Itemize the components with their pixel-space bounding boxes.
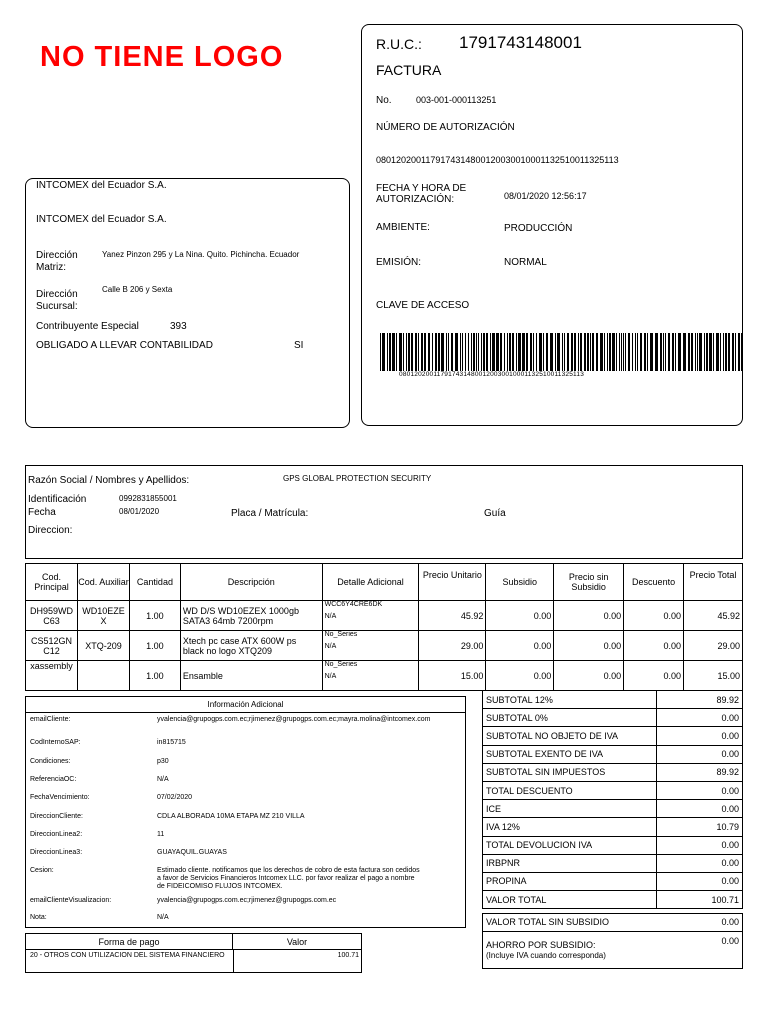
barcode-bar <box>507 333 508 371</box>
logo-placeholder-text: NO TIENE LOGO <box>40 41 284 73</box>
barcode-bar <box>584 333 586 371</box>
item-precio-sin-subsidio: 0.00 <box>554 631 624 661</box>
barcode-bar <box>644 333 646 371</box>
item-detalle: No_Series N/A <box>322 661 419 691</box>
barcode-bar <box>476 333 477 371</box>
barcode-bar <box>571 333 573 371</box>
barcode-bar <box>647 333 648 371</box>
barcode-bar <box>478 333 479 371</box>
info-value: N/A <box>157 914 169 921</box>
barcode-bar <box>546 333 548 371</box>
environment-value: PRODUCCIÓN <box>504 223 573 234</box>
barcode-bar <box>473 333 475 371</box>
barcode-bar <box>471 333 472 371</box>
barcode-bar <box>403 333 404 371</box>
totals-label: VALOR TOTAL <box>483 891 657 909</box>
item-row <box>26 661 743 691</box>
totals-value: 0.00 <box>657 872 743 890</box>
barcode-bar <box>562 333 563 371</box>
info-value: CDLA ALBORADA 10MA ETAPA MZ 210 VILLA <box>157 813 305 820</box>
totals-label: TOTAL DESCUENTO <box>483 781 657 799</box>
buyer-name-value: GPS GLOBAL PROTECTION SECURITY <box>283 474 432 483</box>
barcode-bar <box>512 333 514 371</box>
barcode-bar <box>695 333 696 371</box>
authorization-label: NÚMERO DE AUTORIZACIÓN <box>376 122 515 133</box>
buyer-date-value: 08/01/2020 <box>119 507 160 516</box>
barcode-bar <box>567 333 569 371</box>
issuer-box <box>25 178 350 428</box>
info-value: p30 <box>157 758 169 765</box>
barcode-bar <box>387 333 388 371</box>
info-label: DireccionCliente: <box>30 813 83 820</box>
barcode-bar <box>628 333 630 371</box>
totals-label: IRBPNR <box>483 854 657 872</box>
barcode-bar <box>392 333 395 371</box>
col-detalle: Detalle Adicional <box>322 564 419 601</box>
barcode-bar <box>706 333 708 371</box>
barcode-bar <box>697 333 698 371</box>
subsidy-total-value: 0.00 <box>721 917 739 927</box>
totals-value: 89.92 <box>657 691 743 709</box>
totals-row <box>483 727 743 745</box>
barcode-bar <box>713 333 714 371</box>
col-precio-unitario: Precio Unitario <box>419 564 486 601</box>
totals-row <box>483 854 743 872</box>
barcode-bar <box>455 333 458 371</box>
barcode-bar <box>668 333 670 371</box>
item-subsidio: 0.00 <box>486 661 554 691</box>
emission-label: EMISIÓN: <box>376 257 422 268</box>
buyer-id-value: 0992831855001 <box>119 494 177 503</box>
barcode-bar <box>604 333 605 371</box>
totals-label: ICE <box>483 800 657 818</box>
items-header-row <box>26 564 743 601</box>
totals-label: SUBTOTAL EXENTO DE IVA <box>483 745 657 763</box>
barcode-bar <box>675 333 676 371</box>
subsidy-savings-value: 0.00 <box>721 936 739 946</box>
barcode-bar <box>418 333 419 371</box>
item-cantidad: 1.00 <box>129 601 180 631</box>
barcode-bar <box>504 333 505 371</box>
info-label: CodInternoSAP: <box>30 739 81 746</box>
barcode-bar <box>462 333 463 371</box>
barcode-bar <box>509 333 511 371</box>
matrix-address-value: Yanez Pinzon 295 y La Nina. Quito. Pichincha. Ecuador <box>102 250 300 259</box>
item-descripcion: WD D/S WD10EZEX 1000gb SATA3 64mb 7200rpm <box>180 601 322 631</box>
item-descripcion: Ensamble <box>180 661 322 691</box>
guide-label: Guía <box>484 508 506 519</box>
barcode-bar <box>451 333 453 371</box>
totals-label: PROPINA <box>483 872 657 890</box>
barcode-bar <box>424 333 426 371</box>
access-key-label: CLAVE DE ACCESO <box>376 300 470 311</box>
authorization-number: 0801202001179174314800120030010001132510011325113 <box>376 155 619 165</box>
info-value: 11 <box>157 831 165 838</box>
barcode-bar <box>408 333 410 371</box>
document-type: FACTURA <box>376 62 442 78</box>
invoice-number-label: No. <box>376 95 392 106</box>
info-label: DireccionLinea3: <box>30 849 83 856</box>
item-cod-principal: DH959WD C63 <box>26 601 78 631</box>
barcode-bar <box>672 333 674 371</box>
info-value: Estimado cliente. notificamos que los derechos de cobro de esta factura son cedidos a favor de Servicios Financieros Intcomex LLC. por favor realizar el pago a nombre de FIDEICOMISO FLUJOS INTCOMEX. <box>157 867 420 890</box>
barcode-bar <box>516 333 517 371</box>
barcode-bar <box>557 333 560 371</box>
totals-value: 0.00 <box>657 854 743 872</box>
authorization-datetime-label: FECHA Y HORA DE AUTORIZACIÓN: <box>376 183 467 205</box>
item-precio-unitario: 15.00 <box>419 661 486 691</box>
barcode-bar <box>683 333 686 371</box>
barcode-bar <box>543 333 544 371</box>
barcode-bar <box>441 333 444 371</box>
buyer-box <box>25 465 743 559</box>
info-value: in815715 <box>157 739 186 746</box>
barcode-bar <box>396 333 397 371</box>
col-cod-auxiliar: Cod. Auxiliar <box>77 564 129 601</box>
buyer-id-label: Identificación <box>28 494 87 505</box>
item-cantidad: 1.00 <box>129 631 180 661</box>
plate-label: Placa / Matrícula: <box>231 508 309 519</box>
totals-row <box>483 800 743 818</box>
barcode-bar <box>421 333 423 371</box>
buyer-date-label: Fecha <box>28 507 56 518</box>
barcode-bar <box>741 333 742 371</box>
barcode-bar <box>704 333 705 371</box>
accounting-value: SI <box>294 340 304 351</box>
barcode-bar <box>536 333 537 371</box>
totals-value: 0.00 <box>657 781 743 799</box>
totals-row <box>483 745 743 763</box>
environment-label: AMBIENTE: <box>376 222 430 233</box>
totals-row <box>483 818 743 836</box>
barcode-bar <box>637 333 638 371</box>
totals-label: SUBTOTAL SIN IMPUESTOS <box>483 763 657 781</box>
info-label: emailClienteVisualizacion: <box>30 897 112 904</box>
totals-row <box>483 872 743 890</box>
totals-label: IVA 12% <box>483 818 657 836</box>
barcode-bar <box>587 333 589 371</box>
barcode-bar <box>732 333 734 371</box>
item-cod-auxiliar <box>77 661 129 691</box>
totals-label: SUBTOTAL NO OBJETO DE IVA <box>483 727 657 745</box>
accounting-label: OBLIGADO A LLEVAR CONTABILIDAD <box>36 340 213 351</box>
totals-value: 89.92 <box>657 763 743 781</box>
col-cod-principal: Cod. Principal <box>26 564 78 601</box>
additional-info-title: Información Adicional <box>26 697 465 713</box>
item-cod-principal: xassembly <box>26 661 78 691</box>
ruc-label: R.U.C.: <box>376 36 422 52</box>
items-table <box>25 563 743 691</box>
item-precio-unitario: 29.00 <box>419 631 486 661</box>
totals-label: SUBTOTAL 0% <box>483 709 657 727</box>
item-detalle: No_Series N/A <box>322 631 419 661</box>
barcode-bar <box>665 333 666 371</box>
barcode-bar <box>411 333 413 371</box>
info-value: GUAYAQUIL.GUAYAS <box>157 849 227 856</box>
barcode-bar <box>533 333 534 371</box>
item-cod-principal: CS512GN C12 <box>26 631 78 661</box>
barcode-bar <box>590 333 591 371</box>
barcode-bar <box>380 333 381 371</box>
barcode-bar <box>635 333 636 371</box>
barcode-bar <box>735 333 736 371</box>
barcode-bar <box>621 333 622 371</box>
issuer-trade-name: INTCOMEX del Ecuador S.A. <box>36 214 167 225</box>
item-precio-total: 29.00 <box>684 631 743 661</box>
barcode-bar <box>438 333 440 371</box>
barcode-bar <box>612 333 615 371</box>
barcode-bar <box>382 333 385 371</box>
info-value: N/A <box>157 776 169 783</box>
barcode-bar <box>623 333 624 371</box>
barcode-bar <box>596 333 598 371</box>
authorization-datetime-value: 08/01/2020 12:56:17 <box>504 191 587 201</box>
item-subsidio: 0.00 <box>486 631 554 661</box>
barcode-bar <box>655 333 658 371</box>
barcode-bar <box>574 333 576 371</box>
barcode-bar <box>486 333 488 371</box>
col-precio-sin-subsidio: Precio sin Subsidio <box>554 564 624 601</box>
payment-box <box>25 933 362 973</box>
barcode-bar <box>650 333 653 371</box>
info-label: Nota: <box>30 914 47 921</box>
subsidy-box <box>482 913 743 969</box>
barcode-bar <box>500 333 502 371</box>
barcode-bar <box>522 333 525 371</box>
barcode-bar <box>406 333 407 371</box>
item-descuento: 0.00 <box>624 601 684 631</box>
totals-value: 0.00 <box>657 836 743 854</box>
totals-value: 0.00 <box>657 800 743 818</box>
info-value: yvalencia@grupogps.com.ec;rjimenez@grupogps.com.ec <box>157 897 337 904</box>
barcode-bar <box>481 333 482 371</box>
payment-method: 20 - OTROS CON UTILIZACION DEL SISTEMA FINANCIERO <box>30 952 225 959</box>
totals-row <box>483 891 743 909</box>
subsidy-savings-label: AHORRO POR SUBSIDIO: <box>486 940 596 950</box>
special-taxpayer-label: Contribuyente Especial <box>36 321 139 332</box>
matrix-address-label: Dirección Matriz: <box>36 250 78 273</box>
payment-method-header: Forma de pago <box>26 934 233 950</box>
barcode-bar <box>616 333 617 371</box>
barcode-bar <box>490 333 491 371</box>
item-cantidad: 1.00 <box>129 661 180 691</box>
totals-value: 0.00 <box>657 709 743 727</box>
item-row <box>26 631 743 661</box>
barcode-bar <box>539 333 542 371</box>
barcode-bar <box>530 333 532 371</box>
item-precio-sin-subsidio: 0.00 <box>554 601 624 631</box>
barcode-bar <box>526 333 528 371</box>
totals-label: SUBTOTAL 12% <box>483 691 657 709</box>
item-precio-unitario: 45.92 <box>419 601 486 631</box>
buyer-address-label: Direccion: <box>28 525 73 536</box>
totals-row <box>483 836 743 854</box>
barcode-bar <box>468 333 469 371</box>
col-cantidad: Cantidad <box>129 564 180 601</box>
barcode-bar <box>564 333 565 371</box>
barcode-bar <box>446 333 447 371</box>
info-label: Condiciones: <box>30 758 71 765</box>
info-label: ReferenciaOC: <box>30 776 77 783</box>
info-label: DireccionLinea2: <box>30 831 83 838</box>
totals-row <box>483 691 743 709</box>
item-cod-auxiliar: XTQ-209 <box>77 631 129 661</box>
barcode-bar <box>600 333 603 371</box>
barcode-bar <box>592 333 594 371</box>
barcode-bar <box>625 333 626 371</box>
barcode-bar <box>738 333 740 371</box>
item-descuento: 0.00 <box>624 631 684 661</box>
info-label: FechaVencimiento: <box>30 794 90 801</box>
barcode-bar <box>428 333 430 371</box>
barcode-bar <box>435 333 437 371</box>
barcode-bar <box>550 333 553 371</box>
info-value: 07/02/2020 <box>157 794 193 801</box>
issuer-name: INTCOMEX del Ecuador S.A. <box>36 180 167 191</box>
barcode-bar <box>465 333 466 371</box>
barcode-bar <box>691 333 693 371</box>
col-subsidio: Subsidio <box>486 564 554 601</box>
barcode-bar <box>678 333 681 371</box>
item-precio-sin-subsidio: 0.00 <box>554 661 624 691</box>
item-precio-total: 45.92 <box>684 601 743 631</box>
barcode-bar <box>699 333 702 371</box>
barcode-bar <box>389 333 391 371</box>
item-detalle: WCC6Y4CRE6DK N/A <box>322 601 419 631</box>
barcode-bar <box>518 333 521 371</box>
totals-value: 0.00 <box>657 727 743 745</box>
branch-address-label: Dirección Sucursal: <box>36 289 78 312</box>
barcode-bar <box>448 333 449 371</box>
totals-row <box>483 781 743 799</box>
branch-address-value: Calle B 206 y Sexta <box>102 285 173 294</box>
col-precio-total: Precio Total <box>684 564 743 601</box>
barcode-bar <box>728 333 730 371</box>
totals-value: 100.71 <box>657 891 743 909</box>
special-taxpayer-value: 393 <box>170 321 187 332</box>
access-key-barcode <box>380 333 742 371</box>
barcode-bar <box>496 333 499 371</box>
item-descuento: 0.00 <box>624 661 684 691</box>
payment-value-header: Valor <box>233 934 361 950</box>
subsidy-total-label: VALOR TOTAL SIN SUBSIDIO <box>486 917 610 927</box>
barcode-bar <box>720 333 721 371</box>
barcode-bar <box>607 333 608 371</box>
access-key-number: 0801202001179174314800120030010001132510011325113 <box>399 371 585 378</box>
barcode-bar <box>580 333 582 371</box>
col-descuento: Descuento <box>624 564 684 601</box>
item-precio-total: 15.00 <box>684 661 743 691</box>
item-descripcion: Xtech pc case ATX 600W ps black no logo XTQ209 <box>180 631 322 661</box>
info-label: emailCliente: <box>30 716 71 723</box>
barcode-bar <box>640 333 642 371</box>
barcode-bar <box>723 333 724 371</box>
col-descripcion: Descripción <box>180 564 322 601</box>
barcode-bar <box>555 333 556 371</box>
barcode-bar <box>619 333 620 371</box>
totals-label: TOTAL DEVOLUCION IVA <box>483 836 657 854</box>
invoice-number-value: 003-001-000113251 <box>416 95 497 105</box>
buyer-name-label: Razón Social / Nombres y Apellidos: <box>28 475 190 486</box>
totals-value: 10.79 <box>657 818 743 836</box>
barcode-bar <box>660 333 662 371</box>
ruc-value: 1791743148001 <box>459 33 582 52</box>
barcode-bar <box>578 333 579 371</box>
info-value: yvalencia@grupogps.com.ec;rjimenez@grupogps.com.ec;mayra.molina@intcomex.com <box>157 716 431 723</box>
barcode-bar <box>709 333 712 371</box>
barcode-bar <box>688 333 690 371</box>
barcode-bar <box>609 333 611 371</box>
totals-value: 0.00 <box>657 745 743 763</box>
barcode-bar <box>632 333 633 371</box>
barcode-bar <box>716 333 719 371</box>
payment-value: 100.71 <box>337 952 359 959</box>
additional-info-box <box>25 696 466 928</box>
item-subsidio: 0.00 <box>486 601 554 631</box>
totals-row <box>483 763 743 781</box>
barcode-bar <box>432 333 433 371</box>
barcode-bar <box>492 333 495 371</box>
emission-value: NORMAL <box>504 257 547 268</box>
barcode-bar <box>483 333 485 371</box>
info-label: Cesion: <box>30 867 54 874</box>
totals-row <box>483 709 743 727</box>
totals-table <box>482 690 743 909</box>
barcode-bar <box>415 333 417 371</box>
barcode-bar <box>663 333 664 371</box>
barcode-bar <box>399 333 402 371</box>
barcode-bar <box>725 333 727 371</box>
item-row <box>26 601 743 631</box>
subsidy-savings-note: (Incluye IVA cuando corresponda) <box>486 951 606 960</box>
item-cod-auxiliar: WD10EZE X <box>77 601 129 631</box>
barcode-bar <box>460 333 461 371</box>
